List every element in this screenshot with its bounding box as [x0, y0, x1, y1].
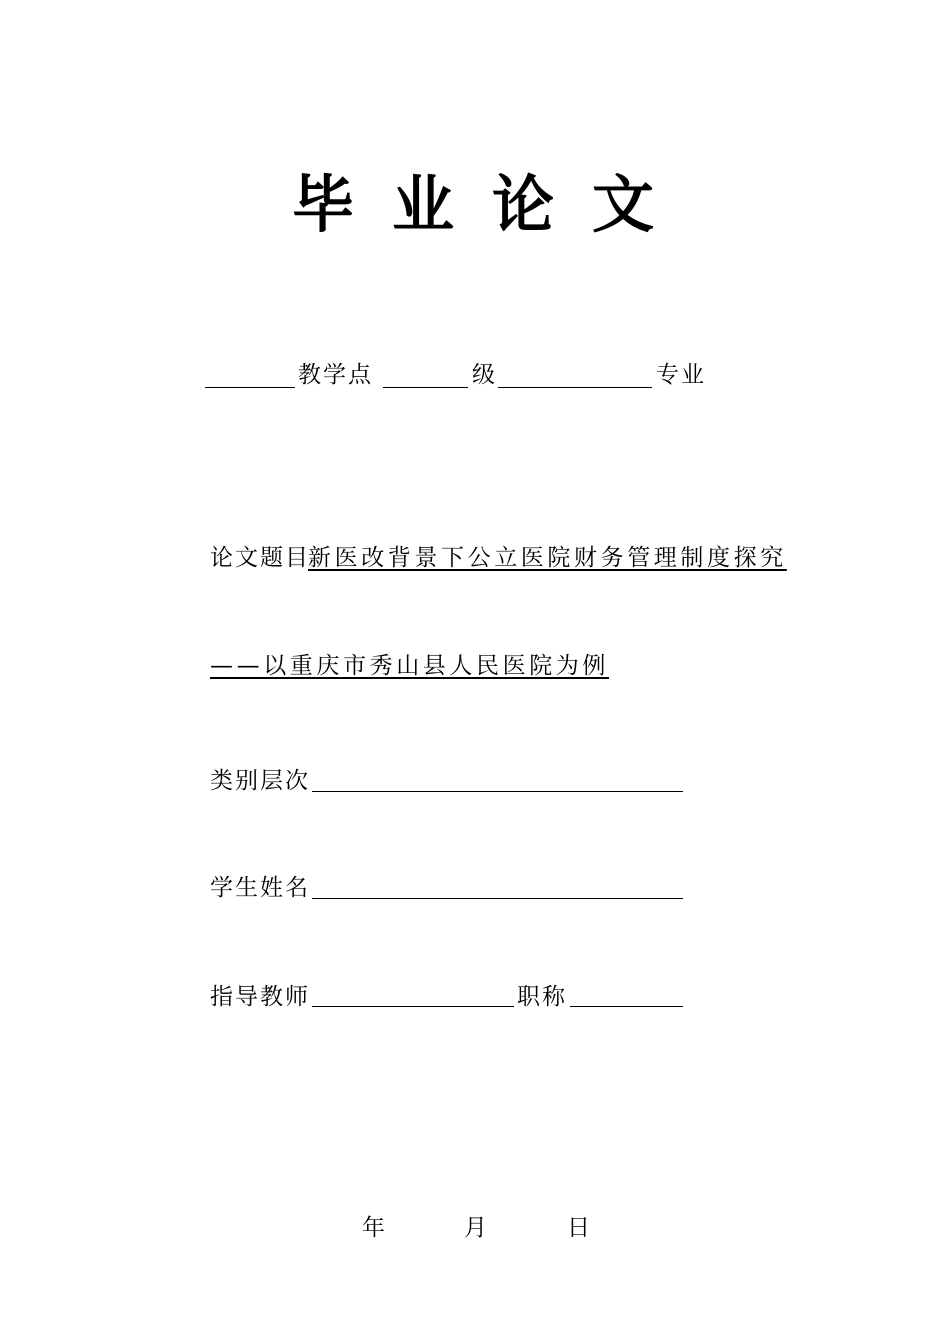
student-name-label: 学生姓名 — [210, 875, 310, 901]
major-label: 专业 — [656, 362, 706, 388]
advisor-title-label: 职称 — [517, 984, 567, 1010]
thesis-title-label: 论文题目 — [210, 545, 310, 571]
title-char: 毕 — [292, 168, 393, 241]
title-char: 文 — [592, 168, 693, 241]
major-blank[interactable] — [498, 387, 652, 388]
advisor-title-blank[interactable] — [570, 1006, 683, 1007]
advisor-label: 指导教师 — [210, 984, 310, 1010]
grade-label: 级 — [472, 362, 497, 388]
advisor-blank[interactable] — [312, 1006, 514, 1007]
thesis-title-line2: ——以重庆市秀山县人民医院为例 — [210, 653, 609, 679]
year-label: 年 — [362, 1215, 387, 1241]
day-label: 日 — [567, 1215, 592, 1241]
thesis-title-line1: 新医改背景下公立医院财务管理制度探究 — [308, 545, 787, 571]
teaching-point-label: 教学点 — [298, 362, 373, 388]
category-blank[interactable] — [312, 791, 683, 792]
month-label: 月 — [464, 1215, 489, 1241]
category-label: 类别层次 — [210, 768, 310, 794]
document-title — [292, 165, 692, 245]
title-char: 业 — [392, 168, 493, 241]
grade-blank[interactable] — [383, 387, 468, 388]
title-char: 论 — [492, 168, 593, 241]
student-name-blank[interactable] — [312, 898, 683, 899]
teaching-point-blank[interactable] — [205, 387, 295, 388]
